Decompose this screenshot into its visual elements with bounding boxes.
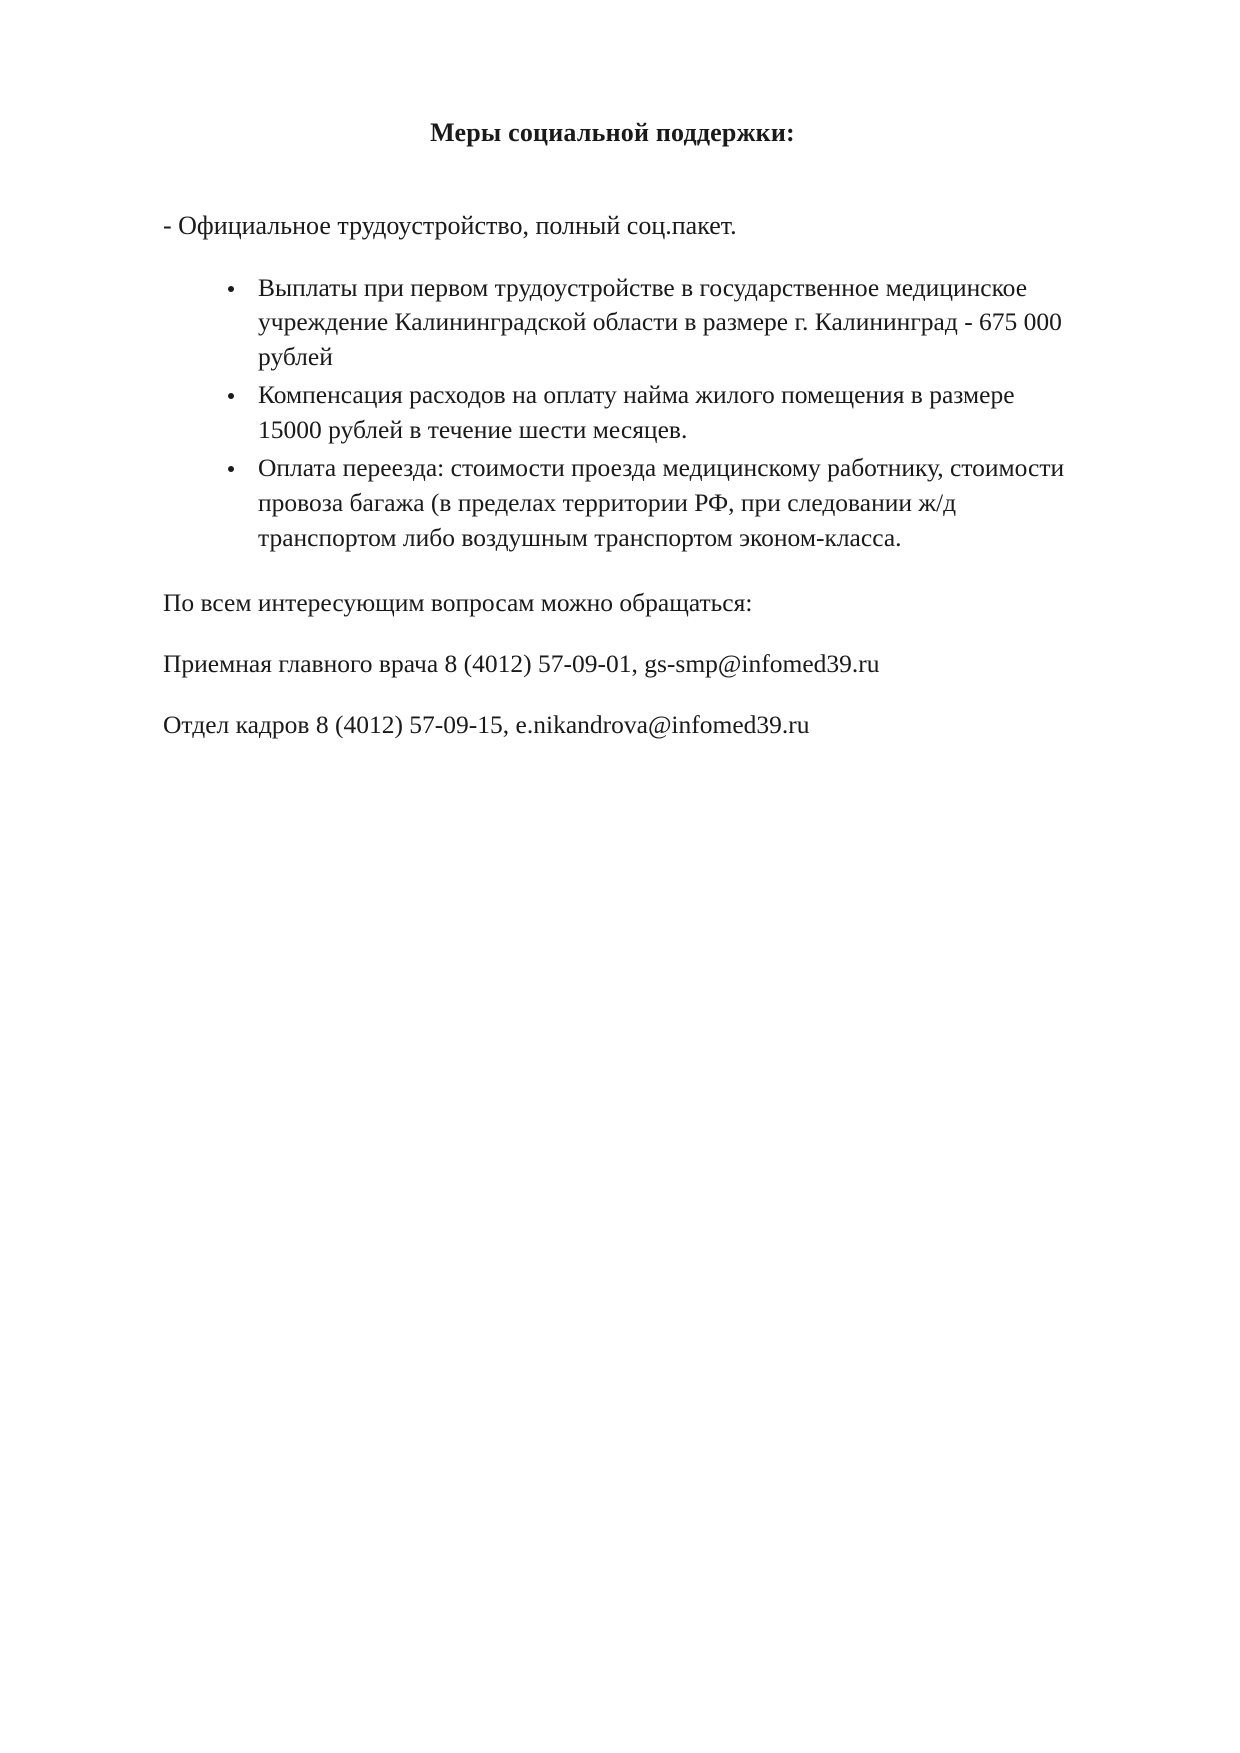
contact-line-hr-department: Отдел кадров 8 (4012) 57-09-15, e.nikandrova@infomed39.ru (163, 710, 810, 740)
benefits-list (175, 271, 1110, 556)
list-item: Оплата переезда: стоимости проезда медицинскому работнику, стоимости провоза багажа (в пределах территории РФ, при следовании ж/д транспортом либо воздушным транспортом эконом-класса. (220, 451, 1080, 556)
list-item: Компенсация расходов на оплату найма жилого помещения в размере 15000 рублей в течение шести месяцев. (220, 378, 1080, 448)
contact-line-chief-reception: Приемная главного врача 8 (4012) 57-09-01, gs-smp@infomed39.ru (163, 649, 880, 679)
intro-paragraph: - Официальное трудоустройство, полный соц.пакет. (163, 211, 737, 240)
contacts-intro: По всем интересующим вопросам можно обращаться: (163, 587, 753, 617)
list-item: Выплаты при первом трудоустройстве в государственное медицинское учреждение Калининградской области в размере г. Калининград - 675 000 рублей (220, 271, 1080, 376)
page-title: Меры социальной поддержки: (430, 118, 795, 147)
